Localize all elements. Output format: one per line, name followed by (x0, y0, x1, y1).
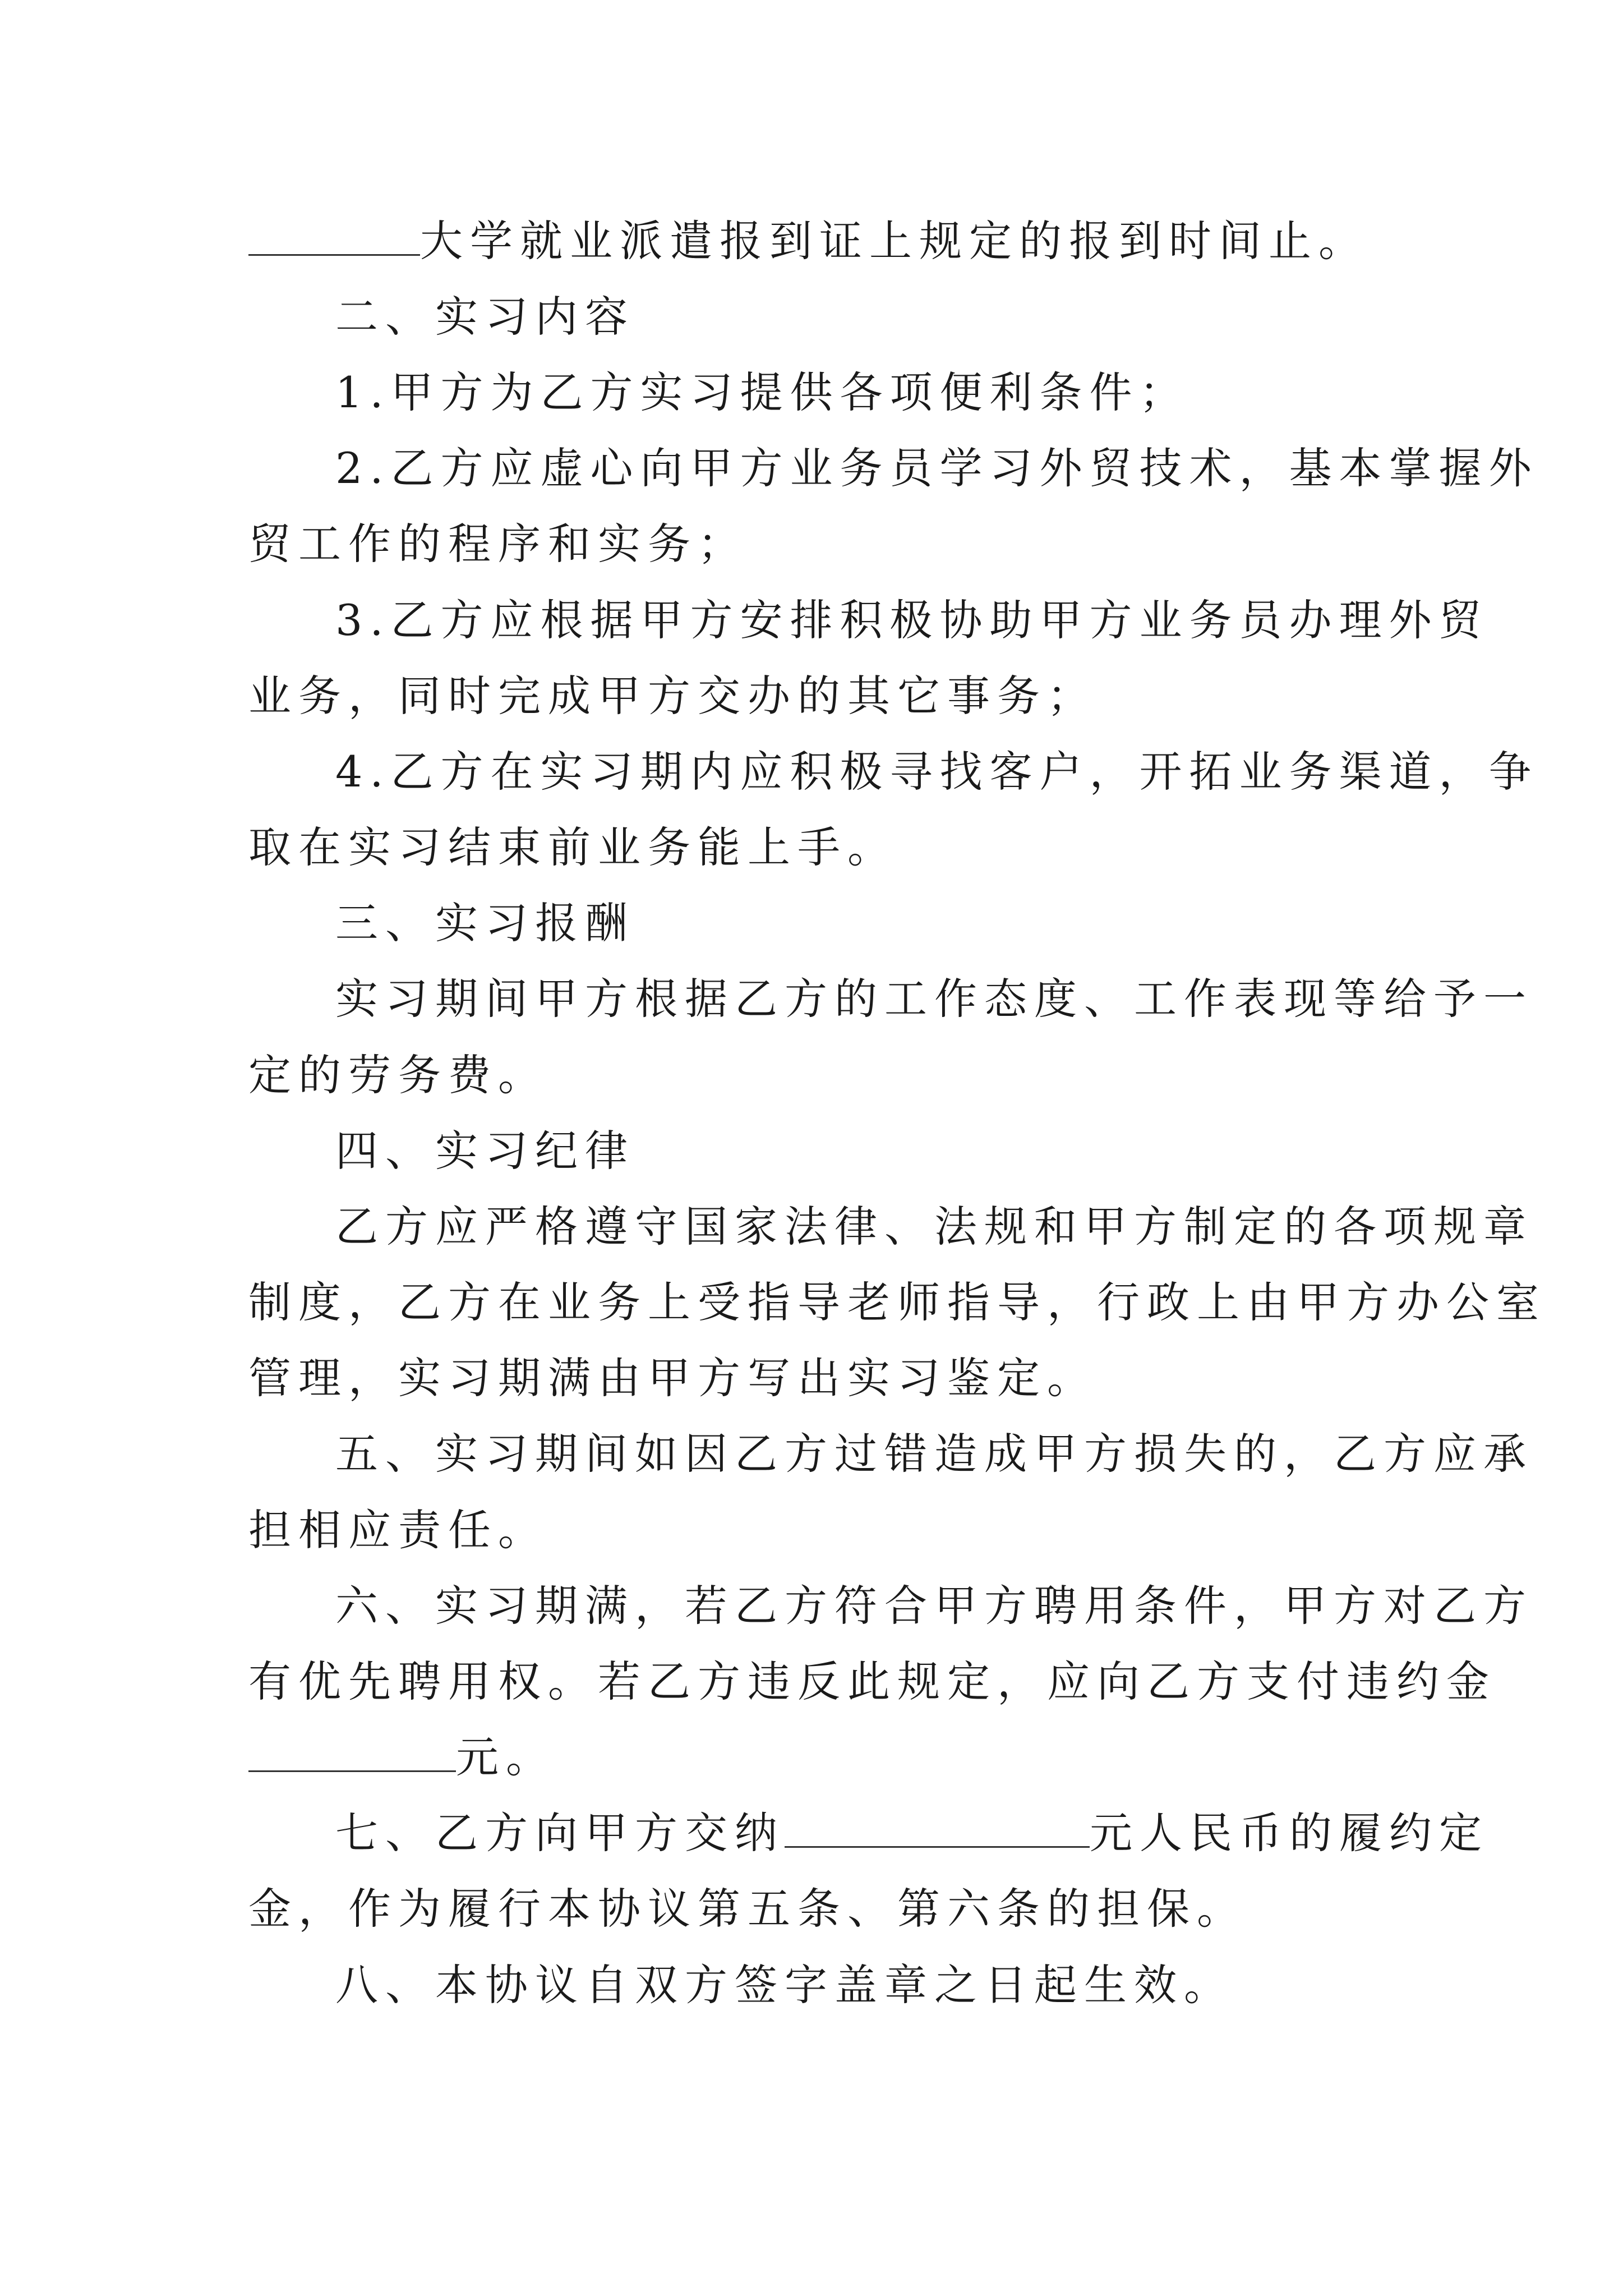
paragraph-line: 贸工作的程序和实务； (248, 519, 748, 569)
paragraph-line: 业务，同时完成甲方交办的其它事务； (248, 671, 1097, 721)
line-text: 七、乙方向甲方交纳 (335, 1808, 785, 1858)
paragraph-line: 乙方应严格遵守国家法律、法规和甲方制定的各项规章 (335, 1202, 1533, 1251)
paragraph-line: 3.乙方应根据甲方安排积极协助甲方业务员办理外贸 (335, 595, 1489, 645)
paragraph-line: 1.甲方为乙方实习提供各项便利条件； (335, 367, 1189, 417)
paragraph-line: 管理，实习期满由甲方写出实习鉴定。 (248, 1353, 1097, 1403)
paragraph-line: 4.乙方在实习期内应积极寻找客户，开拓业务渠道，争 (335, 747, 1539, 797)
paragraph-line (248, 216, 1368, 266)
fill-in-blank (785, 1812, 1090, 1848)
section-heading-pay: 三、实习报酬 (335, 898, 635, 948)
line-text: 大学就业派遣报到证上规定的报到时间止。 (420, 216, 1368, 266)
paragraph-line: 担相应责任。 (248, 1505, 548, 1555)
section-heading-content: 二、实习内容 (335, 292, 635, 342)
paragraph-line: 定的劳务费。 (248, 1050, 548, 1100)
paragraph-line: 制度，乙方在业务上受指导老师指导，行政上由甲方办公室 (248, 1277, 1546, 1327)
paragraph-line: 有优先聘用权。若乙方违反此规定，应向乙方支付违约金 (248, 1657, 1496, 1706)
section-heading-discipline: 四、实习纪律 (335, 1126, 635, 1176)
paragraph-line: 取在实习结束前业务能上手。 (248, 822, 897, 872)
paragraph-line: 2.乙方应虚心向甲方业务员学习外贸技术，基本掌握外 (335, 443, 1539, 493)
paragraph-line: 五、实习期间如因乙方过错造成甲方损失的，乙方应承 (335, 1429, 1533, 1479)
paragraph-line: 六、实习期满，若乙方符合甲方聘用条件，甲方对乙方 (335, 1581, 1533, 1631)
paragraph-line (335, 1808, 1489, 1858)
line-text: 元。 (456, 1732, 556, 1782)
paragraph-line: 金，作为履行本协议第五条、第六条的担保。 (248, 1884, 1247, 1934)
line-text: 元人民币的履约定 (1090, 1808, 1489, 1858)
paragraph-line: 八、本协议自双方签字盖章之日起生效。 (335, 1960, 1234, 2010)
paragraph-line: 实习期间甲方根据乙方的工作态度、工作表现等给予一 (335, 974, 1533, 1024)
paragraph-line (248, 1732, 556, 1782)
fill-in-blank (248, 220, 420, 256)
fill-in-blank (248, 1737, 456, 1772)
